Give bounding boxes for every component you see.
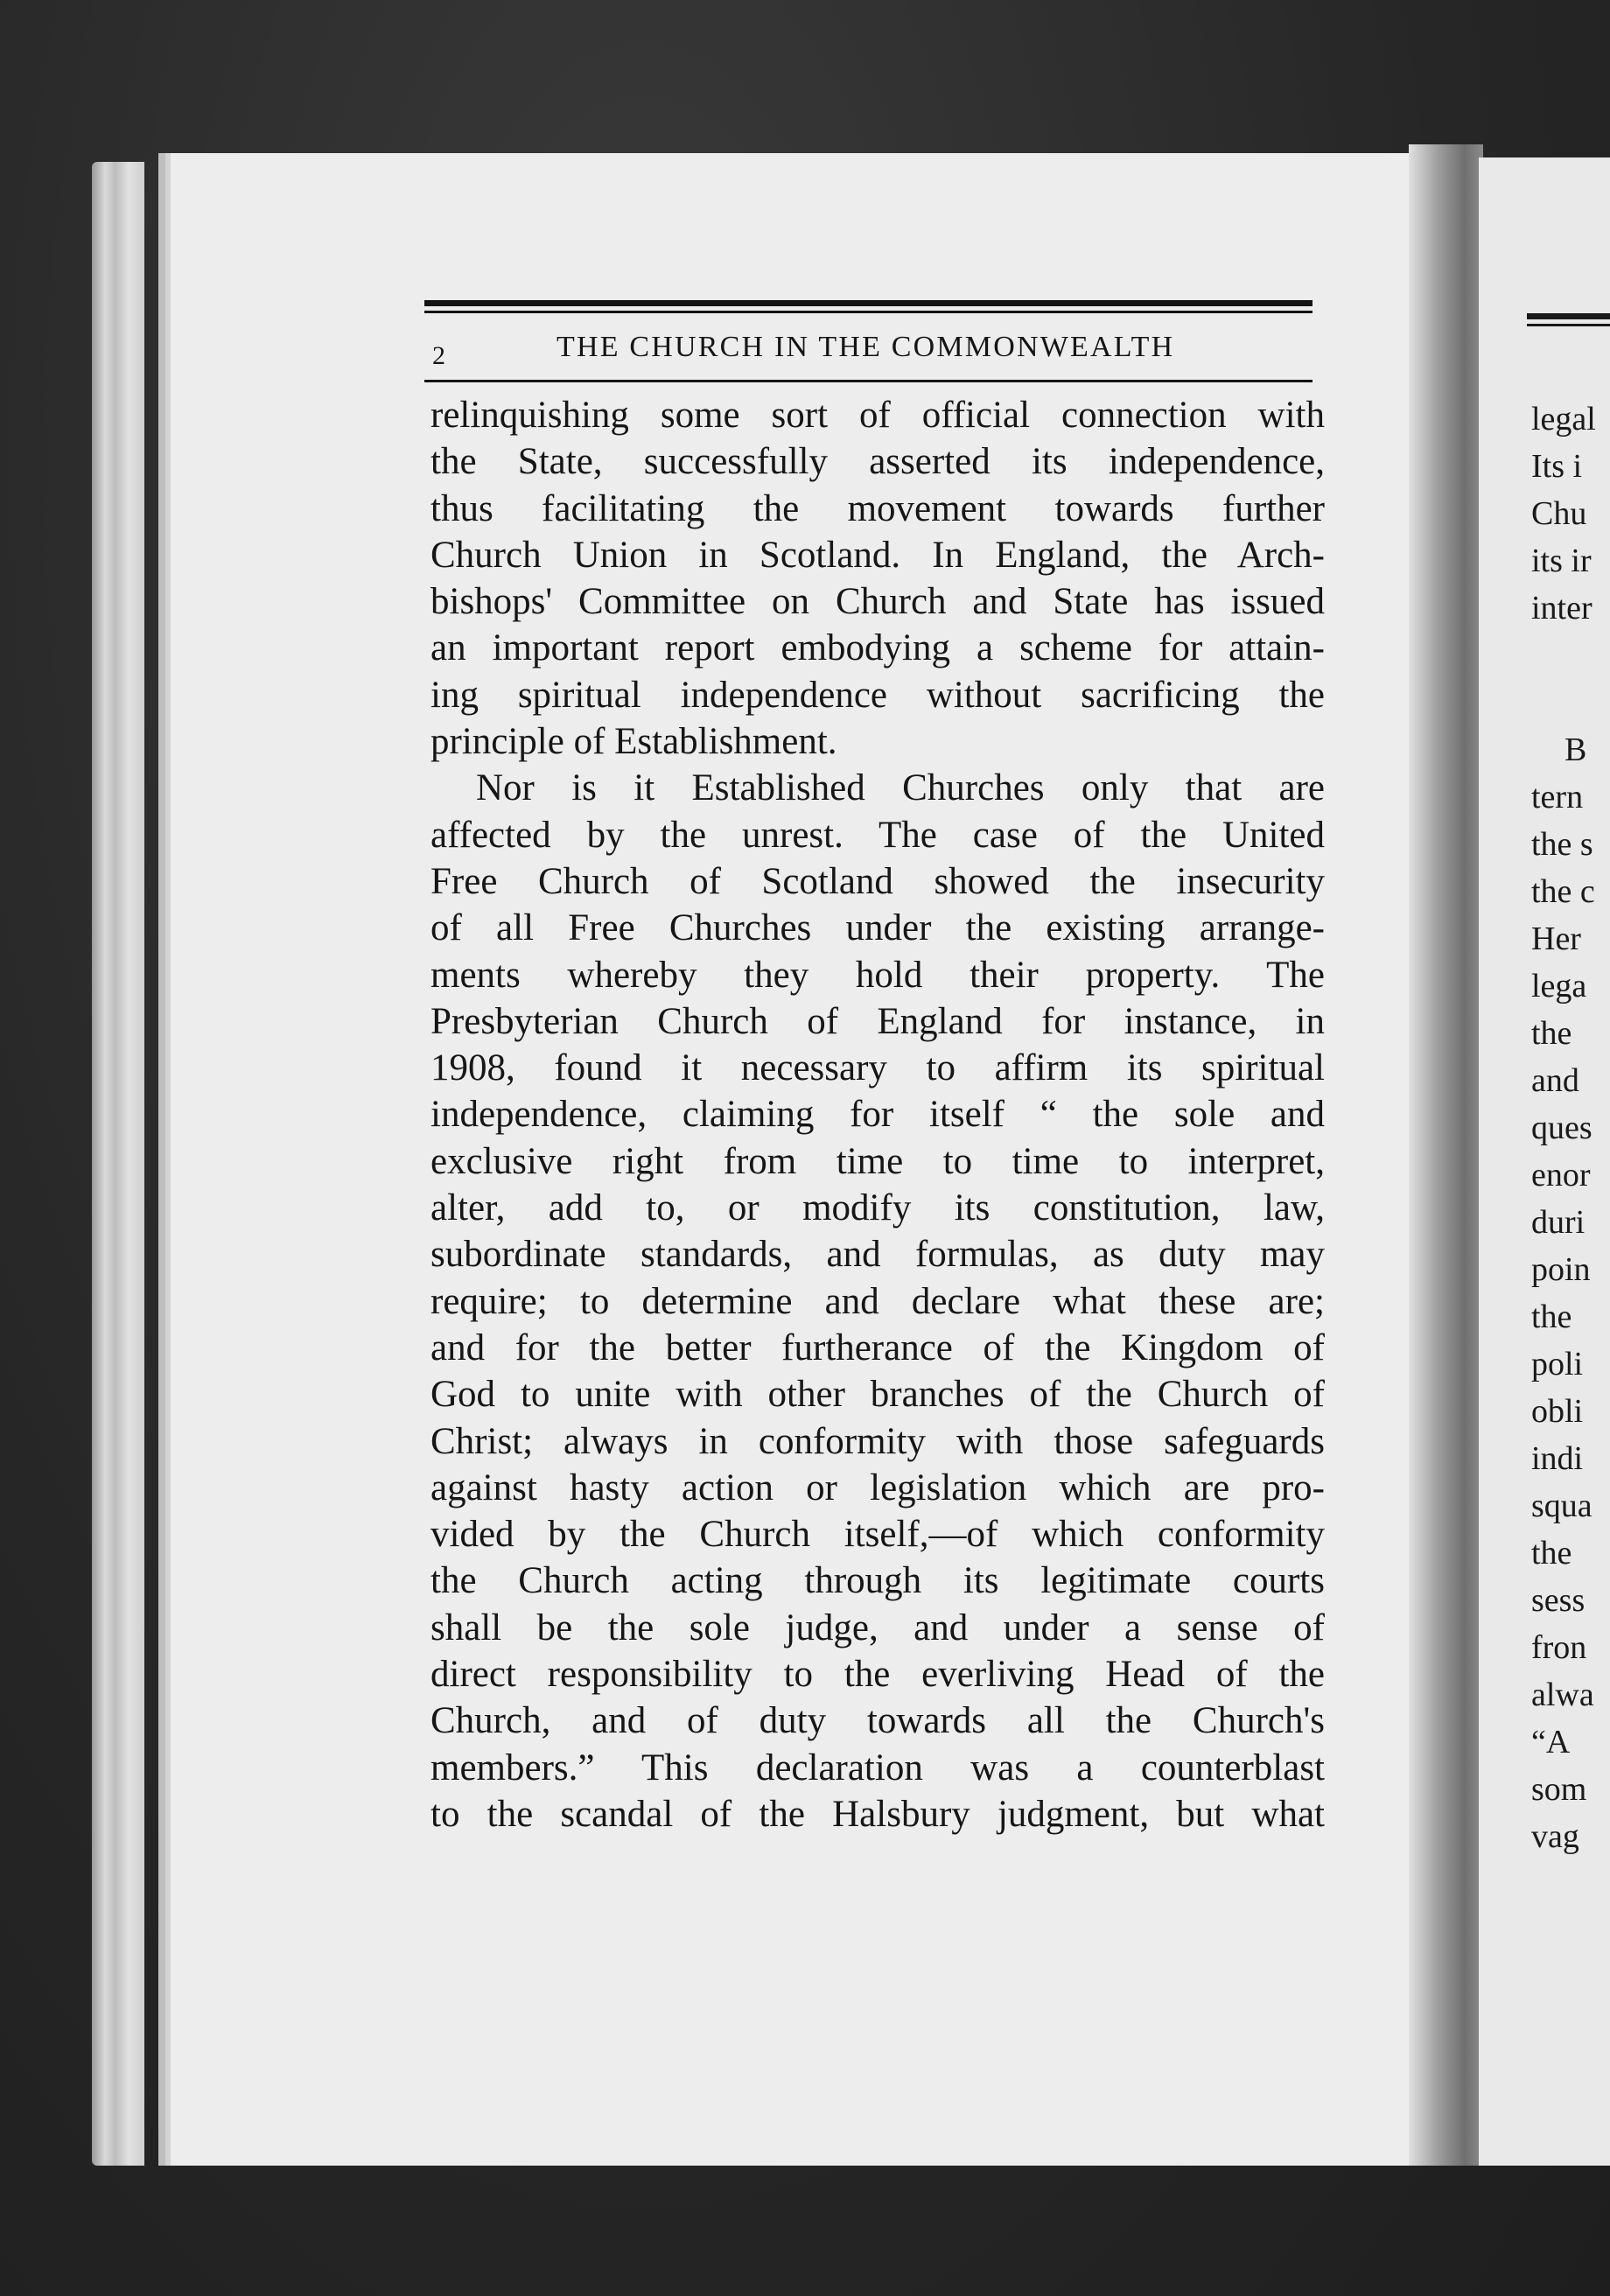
facing-line: legal (1531, 401, 1596, 438)
text-line: against hasty action or legislation which are pro- (430, 1466, 1325, 1508)
text-line: Free Church of Scotland showed the insecurity (430, 860, 1325, 902)
text-line: the Church acting through its legitimate courts (430, 1560, 1325, 1602)
facing-line: vag (1531, 1818, 1579, 1855)
header-rule-thick (424, 300, 1312, 306)
header-rule-bottom (424, 380, 1312, 382)
text-line: Church, and of duty towards all the Church's (430, 1700, 1325, 1742)
text-line: ing spiritual independence without sacrificing the (430, 674, 1325, 716)
facing-page-rule (1527, 324, 1610, 326)
text-line: exclusive right from time to time to interpret, (430, 1140, 1325, 1182)
facing-line: the s (1531, 826, 1593, 863)
text-line: require; to determine and declare what these are; (430, 1280, 1325, 1322)
text-line: Presbyterian Church of England for instance, in (430, 1000, 1325, 1042)
text-line: of all Free Churches under the existing arrange- (430, 907, 1325, 949)
text-line: Christ; always in conformity with those safeguards (430, 1420, 1325, 1462)
facing-page (1479, 158, 1610, 2166)
facing-line: tern (1531, 779, 1584, 816)
text-line: to the scandal of the Halsbury judgment, but what (430, 1793, 1325, 1835)
facing-line: obli (1531, 1393, 1584, 1430)
header-rule-thin (424, 311, 1312, 313)
facing-line: B (1564, 732, 1587, 768)
text-line: thus facilitating the movement towards further (430, 487, 1325, 529)
facing-line: Her (1531, 920, 1581, 957)
text-line: subordinate standards, and formulas, as duty may (430, 1234, 1325, 1276)
text-line: independence, claiming for itself “ the sole and (430, 1094, 1325, 1136)
facing-line: and (1531, 1062, 1579, 1099)
facing-line: enor (1531, 1157, 1591, 1194)
text-line: 1908, found it necessary to affirm its spiritual (430, 1047, 1325, 1089)
text-line: members.” This declaration was a counterblast (430, 1746, 1325, 1788)
facing-line: Its i (1531, 448, 1583, 485)
facing-line: poin (1531, 1251, 1591, 1288)
text-line: Church Union in Scotland. In England, the Arch- (430, 534, 1325, 576)
facing-line: lega (1531, 968, 1587, 1004)
facing-line: poli (1531, 1346, 1584, 1382)
facing-line: the c (1531, 873, 1595, 910)
facing-line: the (1531, 1015, 1572, 1052)
page-edges (92, 162, 144, 2166)
text-line: shall be the sole judge, and under a sense of (430, 1606, 1325, 1648)
book-gutter (1409, 144, 1483, 2166)
text-line: bishops' Committee on Church and State has issued (430, 581, 1325, 623)
facing-line: fron (1531, 1629, 1587, 1666)
facing-line: its ir (1531, 542, 1592, 579)
text-line: God to unite with other branches of the Church of (430, 1374, 1325, 1416)
text-line: affected by the unrest. The case of the United (430, 814, 1325, 856)
facing-line: som (1531, 1771, 1587, 1808)
facing-line: alwa (1531, 1676, 1594, 1713)
text-line: the State, successfully asserted its independence, (430, 441, 1325, 483)
facing-line: sess (1531, 1582, 1586, 1619)
running-title: THE CHURCH IN THE COMMONWEALTH (556, 331, 1175, 363)
text-line: direct responsibility to the everliving Head of the (430, 1654, 1325, 1696)
facing-page-rule (1527, 313, 1610, 319)
body-text (430, 392, 1325, 1838)
text-line: Nor is it Established Churches only that are (476, 767, 1325, 809)
facing-line: the (1531, 1535, 1572, 1572)
facing-line: “A (1531, 1724, 1571, 1760)
text-line: an important report embodying a scheme for attain- (430, 627, 1325, 669)
text-line: relinquishing some sort of official connection with (430, 395, 1325, 436)
text-line: alter, add to, or modify its constitution, law, (430, 1187, 1325, 1229)
text-line: vided by the Church itself,—of which conformity (430, 1514, 1325, 1556)
facing-line: duri (1531, 1204, 1586, 1241)
facing-line: ques (1531, 1110, 1592, 1146)
facing-line: squa (1531, 1488, 1592, 1524)
facing-page-text (1531, 396, 1610, 1860)
facing-line: indi (1531, 1440, 1584, 1477)
page-number: 2 (432, 341, 446, 370)
facing-line: the (1531, 1298, 1572, 1335)
text-line: ments whereby they hold their property. The (430, 954, 1325, 996)
facing-line: inter (1531, 590, 1592, 626)
text-line: principle of Establishment. (430, 721, 837, 763)
facing-line: Chu (1531, 495, 1587, 532)
text-line: and for the better furtherance of the Kingdom of (430, 1326, 1325, 1368)
facing-gap (1531, 632, 1610, 726)
